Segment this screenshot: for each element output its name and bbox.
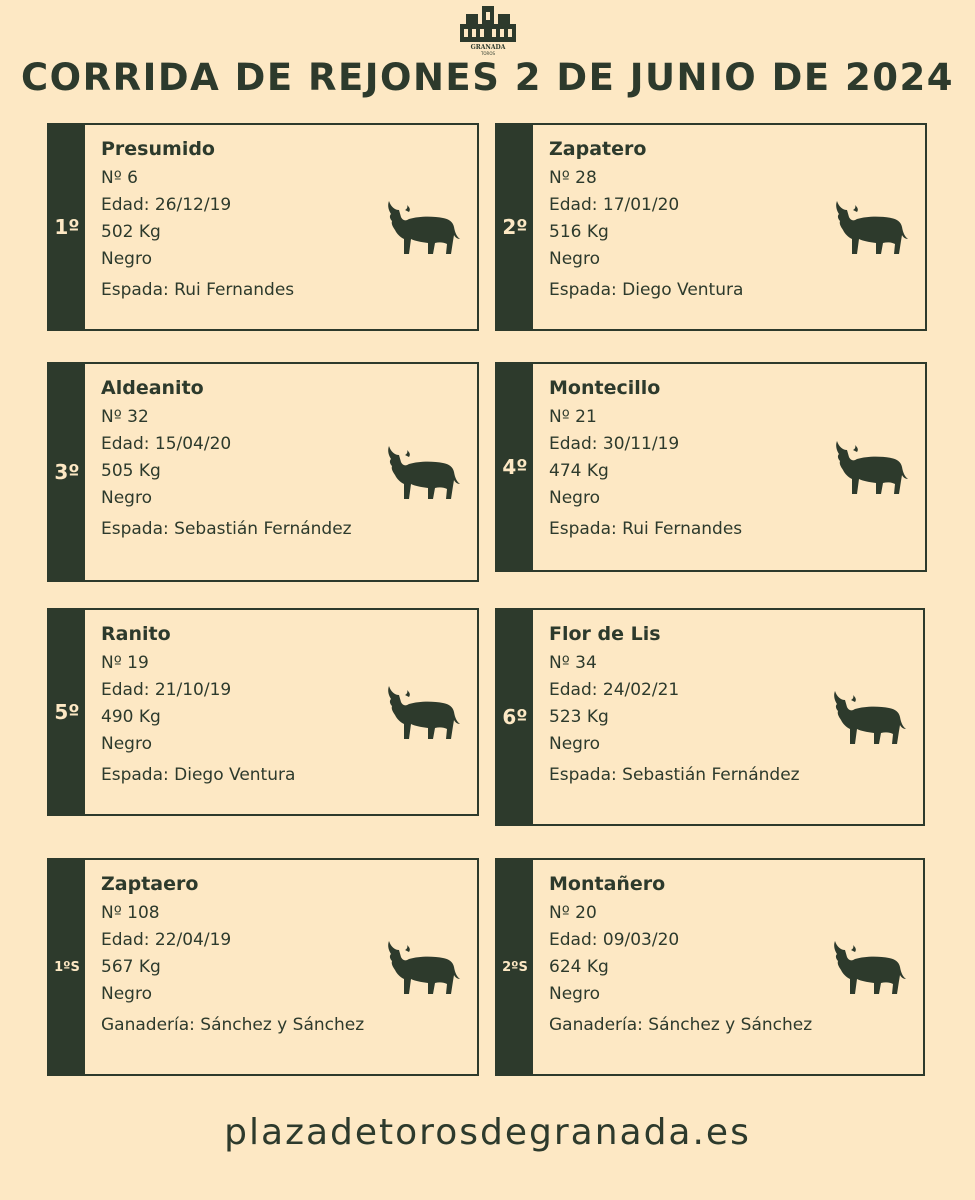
bull-name: Zaptaero (101, 873, 199, 895)
bull-age: Edad: 15/04/20 (101, 434, 232, 454)
order-badge: 1ºS (49, 860, 85, 1074)
bull-age: Edad: 17/01/20 (549, 195, 680, 215)
bull-card (495, 858, 925, 1076)
order-badge: 2ºS (497, 860, 533, 1074)
website-link[interactable]: plazadetorosdegranada.es (224, 1112, 751, 1153)
bull-color: Negro (549, 249, 600, 269)
bull-card (495, 608, 925, 826)
bull-weight: 474 Kg (549, 461, 609, 481)
order-badge: 2º (497, 125, 533, 329)
bull-name: Ranito (101, 623, 171, 645)
bull-color: Negro (101, 984, 152, 1004)
logo-subtext: TOROS (480, 51, 496, 56)
bull-extra: Espada: Sebastián Fernández (101, 519, 352, 539)
bull-number: Nº 32 (101, 407, 149, 427)
plaza-logo-icon (456, 2, 520, 56)
bull-weight: 523 Kg (549, 707, 609, 727)
bull-icon (833, 197, 909, 257)
bull-name: Montañero (549, 873, 666, 895)
bull-color: Negro (101, 249, 152, 269)
bull-color: Negro (101, 734, 152, 754)
order-badge: 6º (497, 610, 533, 824)
bull-info (549, 870, 823, 1039)
bull-color: Negro (549, 734, 600, 754)
bull-age: Edad: 26/12/19 (101, 195, 232, 215)
bull-weight: 567 Kg (101, 957, 161, 977)
bull-info (101, 135, 377, 304)
bull-name: Zapatero (549, 138, 647, 160)
bull-color: Negro (549, 984, 600, 1004)
bull-color: Negro (101, 488, 152, 508)
bull-name: Presumido (101, 138, 215, 160)
order-badge: 4º (497, 364, 533, 570)
bull-extra: Ganadería: Sánchez y Sánchez (101, 1015, 365, 1035)
bull-extra: Espada: Rui Fernandes (101, 280, 295, 300)
bull-icon (833, 437, 909, 497)
page-title: CORRIDA DE REJONES 2 DE JUNIO DE 2024 (21, 56, 954, 99)
bull-icon (385, 197, 461, 257)
bull-card (495, 362, 927, 572)
bull-icon (831, 687, 907, 747)
bull-number: Nº 6 (101, 168, 138, 188)
order-badge: 1º (49, 125, 85, 329)
bull-color: Negro (549, 488, 600, 508)
bull-card (47, 123, 479, 331)
bull-info (549, 620, 823, 789)
order-badge: 3º (49, 364, 85, 580)
bull-name: Flor de Lis (549, 623, 661, 645)
bull-icon (385, 937, 461, 997)
bull-number: Nº 28 (549, 168, 597, 188)
bull-card (47, 362, 479, 582)
bull-card (47, 858, 479, 1076)
bull-number: Nº 34 (549, 653, 597, 673)
bull-age: Edad: 09/03/20 (549, 930, 680, 950)
bull-icon (385, 442, 461, 502)
bull-extra: Ganadería: Sánchez y Sánchez (549, 1015, 813, 1035)
bull-number: Nº 20 (549, 903, 597, 923)
bull-age: Edad: 30/11/19 (549, 434, 680, 454)
bull-info (101, 374, 377, 543)
bull-weight: 502 Kg (101, 222, 161, 242)
bull-age: Edad: 21/10/19 (101, 680, 232, 700)
bull-icon (831, 937, 907, 997)
bull-extra: Espada: Sebastián Fernández (549, 765, 800, 785)
bull-info (549, 135, 825, 304)
bull-number: Nº 19 (101, 653, 149, 673)
bull-extra: Espada: Rui Fernandes (549, 519, 743, 539)
bull-info (101, 870, 377, 1039)
order-badge: 5º (49, 610, 85, 814)
bull-extra: Espada: Diego Ventura (549, 280, 744, 300)
bull-info (101, 620, 377, 789)
bull-icon (385, 682, 461, 742)
bull-number: Nº 108 (101, 903, 160, 923)
logo-text: GRANADA (470, 44, 506, 51)
bull-name: Aldeanito (101, 377, 204, 399)
bull-age: Edad: 22/04/19 (101, 930, 232, 950)
bull-weight: 516 Kg (549, 222, 609, 242)
bull-number: Nº 21 (549, 407, 597, 427)
bull-weight: 624 Kg (549, 957, 609, 977)
bull-card (47, 608, 479, 816)
bull-extra: Espada: Diego Ventura (101, 765, 296, 785)
bull-weight: 490 Kg (101, 707, 161, 727)
bull-info (549, 374, 825, 543)
bull-name: Montecillo (549, 377, 661, 399)
bull-weight: 505 Kg (101, 461, 161, 481)
bull-age: Edad: 24/02/21 (549, 680, 680, 700)
bull-card (495, 123, 927, 331)
